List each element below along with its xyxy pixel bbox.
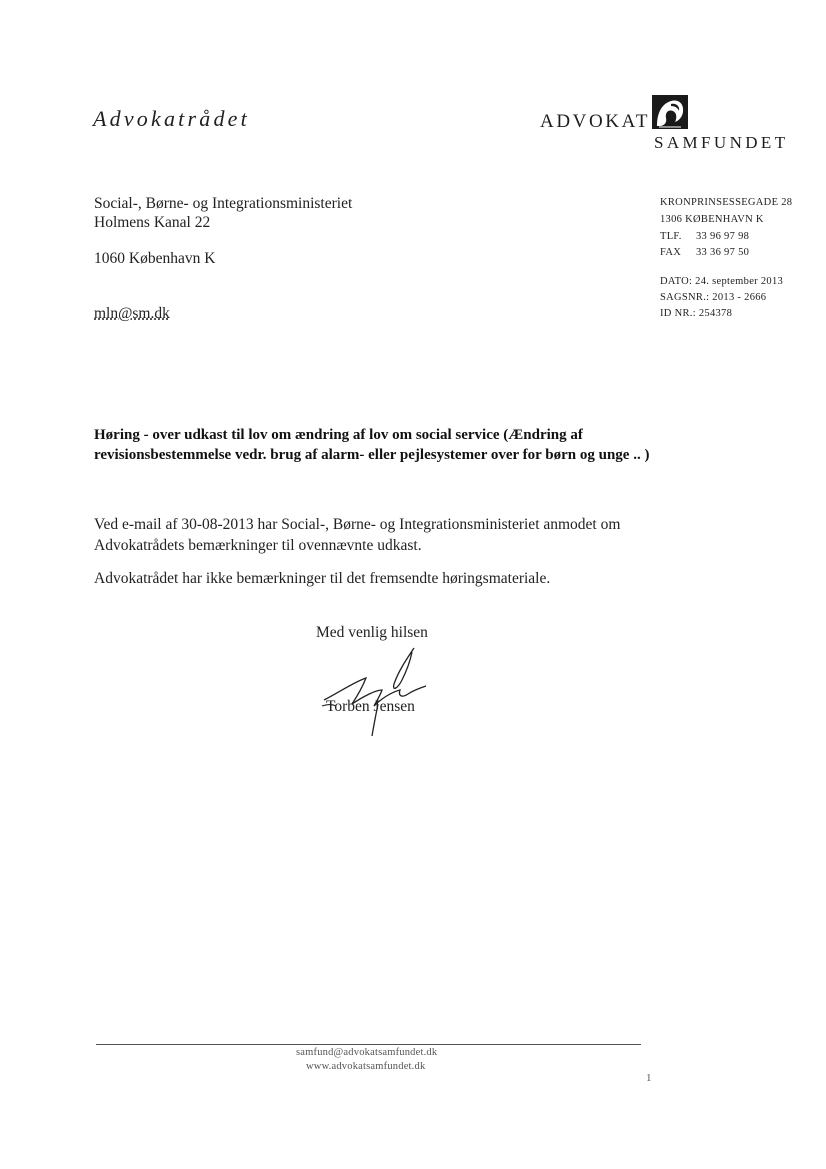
body-paragraph-2: Advokatrådet har ikke bemærkninger til det fremsendte høringsmateriale.	[94, 570, 551, 587]
sender-phone-row	[660, 231, 749, 242]
letter-subject: Høring - over udkast til lov om ændring af lov om social service (Ændring af revisionsbestemmelse vedr. brug af alarm- eller pejlesystemer over for børn og unge .. )	[94, 427, 650, 463]
footer-website: www.advokatsamfundet.dk	[306, 1061, 426, 1072]
phone-number: 33 96 97 98	[696, 231, 750, 242]
handwritten-signature	[318, 638, 433, 738]
fax-label: FAX	[660, 247, 682, 258]
fax-number: 33 36 97 50	[696, 247, 750, 258]
lawyer-emblem-icon	[651, 94, 689, 130]
recipient-email: mln@sm.dk	[94, 305, 170, 322]
sender-city: 1306 KØBENHAVN K	[660, 214, 764, 225]
signer-name: Torben Jensen	[326, 698, 415, 715]
page-number: 1	[646, 1072, 652, 1084]
footer-email: samfund@advokatsamfundet.dk	[296, 1047, 438, 1058]
closing-greeting: Med venlig hilsen	[316, 624, 428, 641]
logo-line-samfundet: SAMFUNDET	[654, 133, 789, 152]
case-number: SAGSNR.: 2013 - 2666	[660, 292, 767, 303]
letter-date: DATO: 24. september 2013	[660, 276, 784, 287]
recipient-name: Social-, Børne- og Integrationsministeriet	[94, 195, 353, 212]
sender-address: KRONPRINSESSEGADE 28	[660, 197, 793, 208]
organization-name: Advokatrådet	[93, 106, 250, 131]
recipient-street: Holmens Kanal 22	[94, 214, 211, 231]
recipient-city: 1060 København K	[94, 250, 216, 267]
id-number: ID NR.: 254378	[660, 308, 733, 319]
sender-fax-row	[660, 247, 749, 258]
body-paragraph-1: Ved e-mail af 30-08-2013 har Social-, Børne- og Integrationsministeriet anmodet om Advokatrådets bemærkninger til ovennævnte udkast.	[94, 516, 621, 554]
logo-line-advokat: ADVOKAT	[540, 111, 651, 132]
advokatsamfundet-logo	[538, 94, 798, 154]
phone-label: TLF.	[660, 231, 682, 242]
footer-divider	[96, 1044, 641, 1045]
